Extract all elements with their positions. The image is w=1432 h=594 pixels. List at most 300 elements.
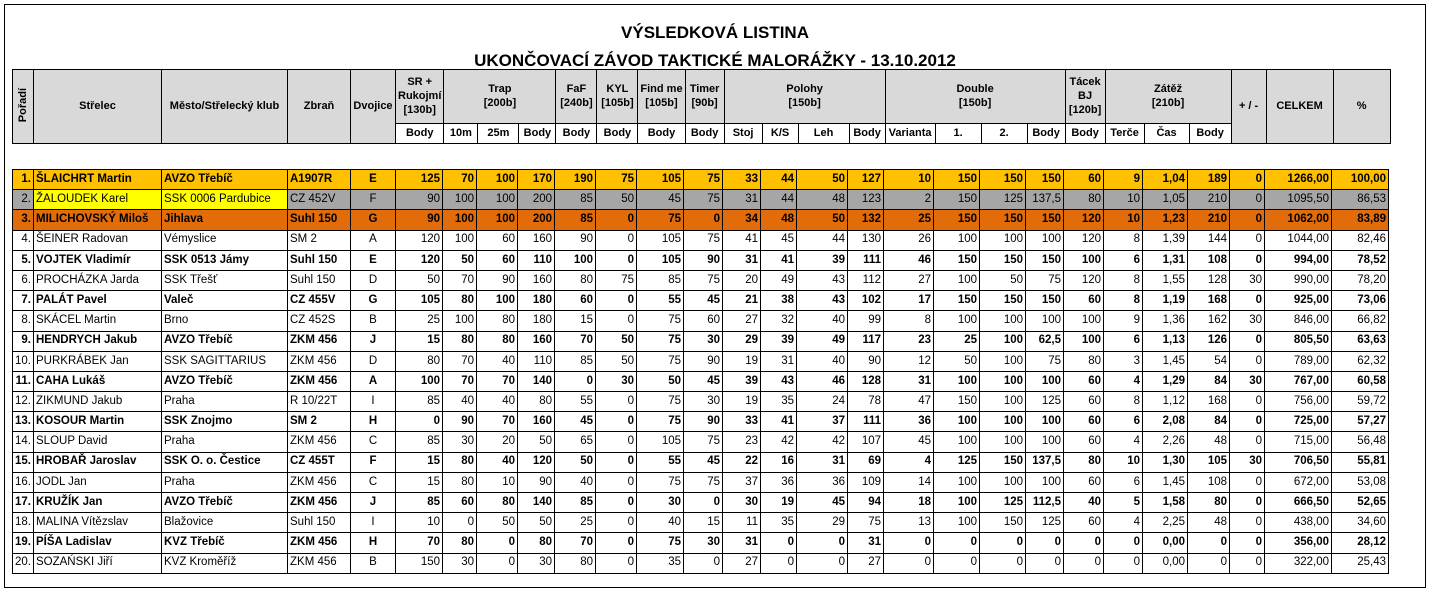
cell-shooter: CAHA Lukáš xyxy=(34,371,162,391)
cell-plusminus: 0 xyxy=(1230,533,1265,553)
cell-percent: 86,53 xyxy=(1332,190,1389,210)
cell-timer-body: 75 xyxy=(684,270,723,290)
cell-trap-body: 90 xyxy=(518,472,555,492)
cell-polohy-body: 130 xyxy=(848,230,884,250)
cell-double-1: 50 xyxy=(934,351,980,371)
cell-club: Blažovice xyxy=(162,513,288,533)
cell-celkem: 322,00 xyxy=(1265,553,1332,573)
cell-timer-body: 0 xyxy=(684,493,723,513)
cell-polohy-body: 102 xyxy=(848,291,884,311)
cell-double-2: 100 xyxy=(980,392,1026,412)
cell-sr-body: 85 xyxy=(396,432,443,452)
cell-pair: C xyxy=(351,472,396,492)
cell-plusminus: 0 xyxy=(1230,190,1265,210)
cell-percent: 66,82 xyxy=(1332,311,1389,331)
cell-faf-body: 70 xyxy=(555,331,596,351)
cell-trap-25m: 10 xyxy=(477,472,518,492)
cell-double-1: 150 xyxy=(934,190,980,210)
cell-kyl-body: 0 xyxy=(596,412,637,432)
cell-celkem: 789,00 xyxy=(1265,351,1332,371)
cell-polohy-leh: 50 xyxy=(797,210,848,230)
cell-celkem: 1266,00 xyxy=(1265,170,1332,190)
group-zatez-header: Zátěž [210b] xyxy=(1105,70,1231,124)
cell-trap-25m: 70 xyxy=(477,371,518,391)
cell-zatez-cas: 1,36 xyxy=(1143,311,1188,331)
cell-trap-10m: 80 xyxy=(443,291,477,311)
cell-polohy-stoj: 21 xyxy=(723,291,761,311)
cell-double-body: 100 xyxy=(1026,472,1064,492)
header-table xyxy=(12,69,1391,144)
cell-sr-body: 90 xyxy=(396,190,443,210)
cell-weapon: Suhl 150 xyxy=(288,270,351,290)
cell-rank: 19. xyxy=(13,533,34,553)
cell-shooter: ŽALOUDEK Karel xyxy=(34,190,162,210)
cell-plusminus: 30 xyxy=(1230,371,1265,391)
cell-findme-body: 75 xyxy=(637,331,684,351)
cell-zatez-body: 108 xyxy=(1188,250,1230,270)
cell-faf-body: 65 xyxy=(555,432,596,452)
cell-polohy-ks: 0 xyxy=(761,553,797,573)
col-plusminus-header: + / - xyxy=(1231,70,1266,144)
cell-shooter: PALÁT Pavel xyxy=(34,291,162,311)
cell-zatez-cas: 1,45 xyxy=(1143,351,1188,371)
cell-findme-body: 75 xyxy=(637,392,684,412)
cell-shooter: KOSOUR Martin xyxy=(34,412,162,432)
subheader-cell: Body xyxy=(685,124,724,144)
cell-kyl-body: 0 xyxy=(596,210,637,230)
cell-polohy-leh: 49 xyxy=(797,331,848,351)
cell-polohy-stoj: 19 xyxy=(723,351,761,371)
cell-celkem: 767,00 xyxy=(1265,371,1332,391)
cell-weapon: CZ 452V xyxy=(288,190,351,210)
cell-double-2: 125 xyxy=(980,493,1026,513)
cell-zatez-cas: 2,08 xyxy=(1143,412,1188,432)
cell-pair: C xyxy=(351,432,396,452)
cell-weapon: CZ 452S xyxy=(288,311,351,331)
subheader-cell: K/S xyxy=(762,124,798,144)
cell-sr-body: 125 xyxy=(396,170,443,190)
subheader-cell: 2. xyxy=(981,124,1027,144)
cell-polohy-leh: 29 xyxy=(797,513,848,533)
cell-zatez-body: 108 xyxy=(1188,472,1230,492)
cell-pair: G xyxy=(351,291,396,311)
subheader-cell: Body xyxy=(1065,124,1105,144)
cell-findme-body: 75 xyxy=(637,351,684,371)
cell-double-body: 112,5 xyxy=(1026,493,1064,513)
cell-polohy-ks: 48 xyxy=(761,210,797,230)
cell-pair: D xyxy=(351,270,396,290)
cell-plusminus: 30 xyxy=(1230,270,1265,290)
cell-shooter: PÍŠA Ladislav xyxy=(34,533,162,553)
cell-plusminus: 0 xyxy=(1230,250,1265,270)
cell-weapon: ZKM 456 xyxy=(288,553,351,573)
cell-tacek-body: 60 xyxy=(1064,291,1104,311)
cell-sr-body: 15 xyxy=(396,331,443,351)
cell-double-varianta: 17 xyxy=(884,291,934,311)
cell-polohy-body: 123 xyxy=(848,190,884,210)
cell-plusminus: 30 xyxy=(1230,452,1265,472)
cell-celkem: 994,00 xyxy=(1265,250,1332,270)
cell-polohy-ks: 42 xyxy=(761,432,797,452)
cell-trap-body: 80 xyxy=(518,533,555,553)
cell-double-2: 100 xyxy=(980,371,1026,391)
cell-double-body: 0 xyxy=(1026,553,1064,573)
cell-zatez-terce: 4 xyxy=(1104,432,1143,452)
cell-zatez-cas: 1,30 xyxy=(1143,452,1188,472)
cell-pair: H xyxy=(351,412,396,432)
cell-zatez-cas: 1,58 xyxy=(1143,493,1188,513)
page-subtitle: UKONČOVACÍ ZÁVOD TAKTICKÉ MALORÁŽKY - 13.10.2012 xyxy=(474,51,956,70)
group-sr-header: SR + Rukojmí [130b] xyxy=(396,70,444,124)
cell-celkem: 706,50 xyxy=(1265,452,1332,472)
cell-club: SSK Znojmo xyxy=(162,412,288,432)
cell-zatez-body: 84 xyxy=(1188,412,1230,432)
cell-kyl-body: 50 xyxy=(596,190,637,210)
cell-zatez-terce: 3 xyxy=(1104,351,1143,371)
cell-kyl-body: 0 xyxy=(596,250,637,270)
cell-weapon: SM 2 xyxy=(288,230,351,250)
subheader-cell: Body xyxy=(638,124,685,144)
table-row xyxy=(13,230,1389,250)
cell-polohy-leh: 50 xyxy=(797,170,848,190)
cell-double-varianta: 47 xyxy=(884,392,934,412)
cell-club: Valeč xyxy=(162,291,288,311)
cell-double-varianta: 14 xyxy=(884,472,934,492)
cell-polohy-ks: 39 xyxy=(761,331,797,351)
cell-club: Praha xyxy=(162,392,288,412)
cell-rank: 1. xyxy=(13,170,34,190)
cell-polohy-stoj: 19 xyxy=(723,392,761,412)
cell-weapon: SM 2 xyxy=(288,412,351,432)
cell-sr-body: 50 xyxy=(396,270,443,290)
cell-trap-25m: 80 xyxy=(477,311,518,331)
cell-faf-body: 90 xyxy=(555,230,596,250)
cell-sr-body: 15 xyxy=(396,452,443,472)
cell-findme-body: 50 xyxy=(637,371,684,391)
cell-polohy-body: 112 xyxy=(848,270,884,290)
cell-trap-25m: 100 xyxy=(477,190,518,210)
cell-celkem: 990,00 xyxy=(1265,270,1332,290)
cell-club: SSK O. o. Čestice xyxy=(162,452,288,472)
cell-trap-body: 200 xyxy=(518,190,555,210)
cell-polohy-leh: 40 xyxy=(797,311,848,331)
cell-polohy-stoj: 22 xyxy=(723,452,761,472)
cell-trap-10m: 70 xyxy=(443,170,477,190)
cell-sr-body: 10 xyxy=(396,513,443,533)
cell-plusminus: 30 xyxy=(1230,311,1265,331)
cell-double-2: 150 xyxy=(980,452,1026,472)
cell-trap-body: 120 xyxy=(518,452,555,472)
cell-tacek-body: 60 xyxy=(1064,170,1104,190)
cell-faf-body: 85 xyxy=(555,351,596,371)
cell-shooter: SOZAŃSKI Jiří xyxy=(34,553,162,573)
cell-double-2: 50 xyxy=(980,270,1026,290)
cell-double-varianta: 10 xyxy=(884,170,934,190)
cell-zatez-body: 48 xyxy=(1188,513,1230,533)
cell-zatez-body: 126 xyxy=(1188,331,1230,351)
col-percent-header: % xyxy=(1333,70,1390,144)
cell-trap-body: 180 xyxy=(518,291,555,311)
cell-double-varianta: 12 xyxy=(884,351,934,371)
cell-double-2: 150 xyxy=(980,250,1026,270)
cell-trap-body: 50 xyxy=(518,432,555,452)
cell-trap-10m: 100 xyxy=(443,210,477,230)
subheader-cell: Body xyxy=(1027,124,1065,144)
cell-trap-10m: 60 xyxy=(443,493,477,513)
cell-rank: 9. xyxy=(13,331,34,351)
cell-plusminus: 0 xyxy=(1230,170,1265,190)
subheader-cell: Varianta xyxy=(885,124,935,144)
cell-double-2: 125 xyxy=(980,190,1026,210)
cell-polohy-stoj: 34 xyxy=(723,210,761,230)
table-row xyxy=(13,533,1389,553)
cell-kyl-body: 0 xyxy=(596,493,637,513)
cell-zatez-cas: 1,05 xyxy=(1143,190,1188,210)
cell-polohy-leh: 37 xyxy=(797,412,848,432)
cell-double-body: 100 xyxy=(1026,412,1064,432)
cell-plusminus: 0 xyxy=(1230,331,1265,351)
cell-celkem: 356,00 xyxy=(1265,533,1332,553)
cell-findme-body: 45 xyxy=(637,190,684,210)
cell-sr-body: 105 xyxy=(396,291,443,311)
cell-double-varianta: 46 xyxy=(884,250,934,270)
cell-zatez-terce: 8 xyxy=(1104,291,1143,311)
cell-double-2: 100 xyxy=(980,432,1026,452)
cell-celkem: 1095,50 xyxy=(1265,190,1332,210)
cell-tacek-body: 60 xyxy=(1064,371,1104,391)
cell-timer-body: 90 xyxy=(684,250,723,270)
cell-trap-10m: 0 xyxy=(443,513,477,533)
cell-polohy-leh: 0 xyxy=(797,533,848,553)
table-row xyxy=(13,190,1389,210)
cell-tacek-body: 40 xyxy=(1064,493,1104,513)
cell-zatez-body: 0 xyxy=(1188,553,1230,573)
cell-trap-10m: 70 xyxy=(443,371,477,391)
cell-faf-body: 60 xyxy=(555,291,596,311)
cell-sr-body: 85 xyxy=(396,493,443,513)
cell-weapon: CZ 455T xyxy=(288,452,351,472)
table-row xyxy=(13,553,1389,573)
cell-polohy-stoj: 11 xyxy=(723,513,761,533)
cell-zatez-body: 80 xyxy=(1188,493,1230,513)
cell-polohy-body: 90 xyxy=(848,351,884,371)
cell-polohy-stoj: 29 xyxy=(723,331,761,351)
cell-trap-25m: 100 xyxy=(477,210,518,230)
table-row xyxy=(13,250,1389,270)
table-row xyxy=(13,412,1389,432)
cell-double-body: 125 xyxy=(1026,392,1064,412)
cell-tacek-body: 0 xyxy=(1064,553,1104,573)
cell-faf-body: 25 xyxy=(555,513,596,533)
subheader-cell: Terče xyxy=(1105,124,1144,144)
cell-tacek-body: 100 xyxy=(1064,250,1104,270)
cell-polohy-body: 111 xyxy=(848,412,884,432)
cell-polohy-body: 99 xyxy=(848,311,884,331)
table-row xyxy=(13,371,1389,391)
cell-shooter: JODL Jan xyxy=(34,472,162,492)
cell-timer-body: 30 xyxy=(684,392,723,412)
cell-plusminus: 0 xyxy=(1230,230,1265,250)
cell-polohy-body: 75 xyxy=(848,513,884,533)
cell-celkem: 756,00 xyxy=(1265,392,1332,412)
cell-percent: 53,08 xyxy=(1332,472,1389,492)
cell-rank: 6. xyxy=(13,270,34,290)
cell-rank: 11. xyxy=(13,371,34,391)
cell-zatez-cas: 2,26 xyxy=(1143,432,1188,452)
cell-plusminus: 0 xyxy=(1230,513,1265,533)
cell-double-1: 150 xyxy=(934,291,980,311)
cell-trap-25m: 40 xyxy=(477,452,518,472)
cell-rank: 20. xyxy=(13,553,34,573)
cell-kyl-body: 0 xyxy=(596,230,637,250)
cell-tacek-body: 60 xyxy=(1064,472,1104,492)
cell-percent: 78,20 xyxy=(1332,270,1389,290)
cell-kyl-body: 0 xyxy=(596,392,637,412)
cell-faf-body: 85 xyxy=(555,210,596,230)
cell-polohy-body: 109 xyxy=(848,472,884,492)
cell-club: SSK Třešť xyxy=(162,270,288,290)
cell-tacek-body: 100 xyxy=(1064,311,1104,331)
cell-trap-10m: 70 xyxy=(443,270,477,290)
cell-timer-body: 90 xyxy=(684,412,723,432)
cell-trap-25m: 100 xyxy=(477,291,518,311)
cell-zatez-body: 54 xyxy=(1188,351,1230,371)
cell-faf-body: 85 xyxy=(555,493,596,513)
cell-tacek-body: 120 xyxy=(1064,230,1104,250)
cell-zatez-body: 189 xyxy=(1188,170,1230,190)
cell-zatez-cas: 1,04 xyxy=(1143,170,1188,190)
cell-findme-body: 105 xyxy=(637,250,684,270)
cell-polohy-body: 128 xyxy=(848,371,884,391)
table-row xyxy=(13,170,1389,190)
cell-zatez-cas: 1,12 xyxy=(1143,392,1188,412)
cell-club: SSK SAGITTARIUS xyxy=(162,351,288,371)
cell-double-2: 100 xyxy=(980,331,1026,351)
cell-timer-body: 45 xyxy=(684,371,723,391)
cell-double-varianta: 25 xyxy=(884,210,934,230)
cell-double-1: 100 xyxy=(934,432,980,452)
cell-celkem: 666,50 xyxy=(1265,493,1332,513)
cell-plusminus: 0 xyxy=(1230,412,1265,432)
cell-zatez-body: 162 xyxy=(1188,311,1230,331)
cell-trap-body: 140 xyxy=(518,493,555,513)
cell-club: SSK 0006 Pardubice xyxy=(162,190,288,210)
cell-zatez-terce: 0 xyxy=(1104,533,1143,553)
cell-polohy-stoj: 31 xyxy=(723,533,761,553)
cell-percent: 25,43 xyxy=(1332,553,1389,573)
cell-trap-25m: 0 xyxy=(477,533,518,553)
cell-double-1: 150 xyxy=(934,170,980,190)
cell-weapon: ZKM 456 xyxy=(288,432,351,452)
cell-zatez-cas: 1,19 xyxy=(1143,291,1188,311)
cell-tacek-body: 80 xyxy=(1064,190,1104,210)
cell-polohy-stoj: 37 xyxy=(723,472,761,492)
cell-shooter: PROCHÁZKA Jarda xyxy=(34,270,162,290)
cell-kyl-body: 0 xyxy=(596,452,637,472)
cell-findme-body: 35 xyxy=(637,553,684,573)
cell-trap-25m: 20 xyxy=(477,432,518,452)
col-celkem-header: CELKEM xyxy=(1266,70,1333,144)
cell-polohy-body: 107 xyxy=(848,432,884,452)
subheader-cell: Body xyxy=(597,124,638,144)
subheader-cell: 25m xyxy=(478,124,519,144)
cell-faf-body: 70 xyxy=(555,533,596,553)
cell-polohy-ks: 36 xyxy=(761,472,797,492)
table-row xyxy=(13,351,1389,371)
cell-zatez-cas: 1,45 xyxy=(1143,472,1188,492)
cell-zatez-terce: 0 xyxy=(1104,553,1143,573)
cell-zatez-terce: 8 xyxy=(1104,230,1143,250)
cell-weapon: Suhl 150 xyxy=(288,513,351,533)
cell-trap-25m: 60 xyxy=(477,250,518,270)
cell-rank: 14. xyxy=(13,432,34,452)
subheader-cell: Body xyxy=(556,124,597,144)
cell-zatez-terce: 4 xyxy=(1104,371,1143,391)
table-row xyxy=(13,270,1389,290)
cell-polohy-body: 127 xyxy=(848,170,884,190)
cell-trap-10m: 100 xyxy=(443,190,477,210)
cell-trap-body: 200 xyxy=(518,210,555,230)
cell-faf-body: 80 xyxy=(555,553,596,573)
cell-polohy-leh: 39 xyxy=(797,250,848,270)
cell-weapon: ZKM 456 xyxy=(288,533,351,553)
cell-trap-body: 80 xyxy=(518,392,555,412)
page-title: VÝSLEDKOVÁ LISTINA xyxy=(621,23,809,42)
cell-shooter: SLOUP David xyxy=(34,432,162,452)
cell-celkem: 805,50 xyxy=(1265,331,1332,351)
cell-celkem: 1062,00 xyxy=(1265,210,1332,230)
cell-faf-body: 50 xyxy=(555,452,596,472)
group-findme-header: Find me [105b] xyxy=(638,70,685,124)
table-row xyxy=(13,513,1389,533)
cell-zatez-terce: 8 xyxy=(1104,270,1143,290)
cell-polohy-body: 78 xyxy=(848,392,884,412)
cell-timer-body: 75 xyxy=(684,432,723,452)
cell-polohy-ks: 41 xyxy=(761,412,797,432)
cell-rank: 4. xyxy=(13,230,34,250)
cell-kyl-body: 0 xyxy=(596,291,637,311)
cell-double-varianta: 45 xyxy=(884,432,934,452)
cell-polohy-body: 132 xyxy=(848,210,884,230)
cell-faf-body: 190 xyxy=(555,170,596,190)
cell-trap-25m: 40 xyxy=(477,392,518,412)
cell-double-2: 150 xyxy=(980,170,1026,190)
cell-zatez-body: 84 xyxy=(1188,371,1230,391)
cell-polohy-ks: 16 xyxy=(761,452,797,472)
cell-double-2: 150 xyxy=(980,291,1026,311)
cell-timer-body: 75 xyxy=(684,230,723,250)
cell-polohy-body: 31 xyxy=(848,533,884,553)
cell-zatez-cas: 1,31 xyxy=(1143,250,1188,270)
cell-double-varianta: 2 xyxy=(884,190,934,210)
cell-pair: B xyxy=(351,553,396,573)
subheader-cell: 10m xyxy=(444,124,478,144)
cell-polohy-ks: 32 xyxy=(761,311,797,331)
subheader-cell: Stoj xyxy=(724,124,762,144)
cell-kyl-body: 0 xyxy=(596,432,637,452)
cell-polohy-ks: 41 xyxy=(761,250,797,270)
subheader-cell: Body xyxy=(1189,124,1231,144)
cell-club: AVZO Třebíč xyxy=(162,331,288,351)
cell-shooter: HENDRYCH Jakub xyxy=(34,331,162,351)
cell-zatez-cas: 1,23 xyxy=(1143,210,1188,230)
table-row xyxy=(13,311,1389,331)
cell-polohy-body: 111 xyxy=(848,250,884,270)
cell-zatez-body: 210 xyxy=(1188,210,1230,230)
cell-zatez-terce: 9 xyxy=(1104,311,1143,331)
col-mesto-header: Město/Střelecký klub xyxy=(162,70,288,144)
cell-plusminus: 0 xyxy=(1230,493,1265,513)
